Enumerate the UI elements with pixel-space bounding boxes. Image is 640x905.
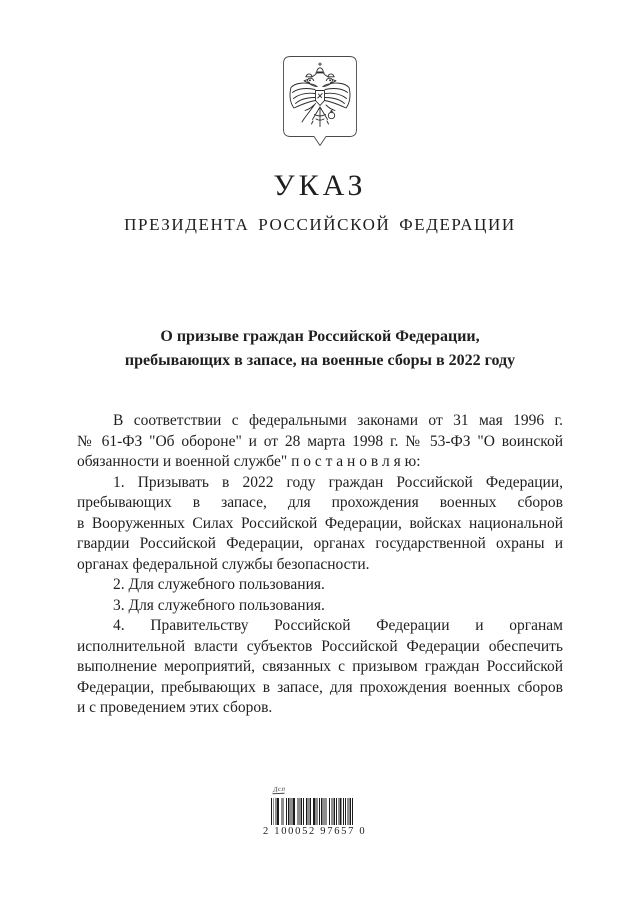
body-line: органах федеральной службы безопасности. xyxy=(77,555,370,573)
paragraph xyxy=(77,575,563,596)
body-line: В соответствии с федеральными законами от 31 мая 1996 г. xyxy=(113,412,563,429)
body-line: № 61-ФЗ "Об обороне" и от 28 марта 1998 г. № 53-ФЗ "О воинской xyxy=(77,432,563,450)
paragraph xyxy=(77,616,563,719)
paragraph xyxy=(77,411,563,473)
paragraph xyxy=(77,473,563,576)
body-line: 1. Призывать в 2022 году граждан Российской Федерации, xyxy=(113,473,563,491)
subject-line: пребывающих в запасе, на военные сборы в 2022 году xyxy=(124,352,516,369)
body-line: исполнительной власти субъектов Российской Федерации обеспечить xyxy=(77,637,563,655)
emblem-frame xyxy=(282,55,358,152)
body-line: в Вооруженных Силах Российской Федерации, войсках национальной xyxy=(77,514,563,532)
barcode-mark: Дсп xyxy=(272,785,286,794)
body-line: Федерации, пребывающих в запасе, для прохождения военных сборов xyxy=(77,678,563,696)
body-line: обязанности и военной службе" п о с т а н о в л я ю: xyxy=(77,453,421,470)
body-line: гвардии Российской Федерации, органах государственной охраны и xyxy=(77,535,563,552)
paragraph xyxy=(77,596,563,617)
russian-coat-of-arms-icon xyxy=(282,55,358,152)
decree-subject xyxy=(0,325,640,373)
decree-body xyxy=(77,411,563,719)
body-line: 3. Для служебного пользования. xyxy=(113,596,325,614)
body-line: и с проведением этих сборов. xyxy=(77,699,273,716)
body-line: пребывающих в запасе, для прохождения военных сборов xyxy=(77,494,563,511)
barcode-svg xyxy=(271,798,353,825)
body-line: 2. Для служебного пользования. xyxy=(113,576,325,593)
barcode-digits: 2 100052 97657 0 xyxy=(263,826,367,837)
subject-line: О призыве граждан Российской Федерации, xyxy=(160,328,480,345)
decree-title: УКАЗ xyxy=(273,169,367,202)
body-line: 4. Правительству Российской Федерации и органам xyxy=(113,617,563,634)
barcode xyxy=(263,778,377,837)
body-line: выполнение мероприятий, связанных с призывом граждан Российской xyxy=(77,658,563,675)
decree-issuer: ПРЕЗИДЕНТА РОССИЙСКОЙ ФЕДЕРАЦИИ xyxy=(124,215,516,234)
